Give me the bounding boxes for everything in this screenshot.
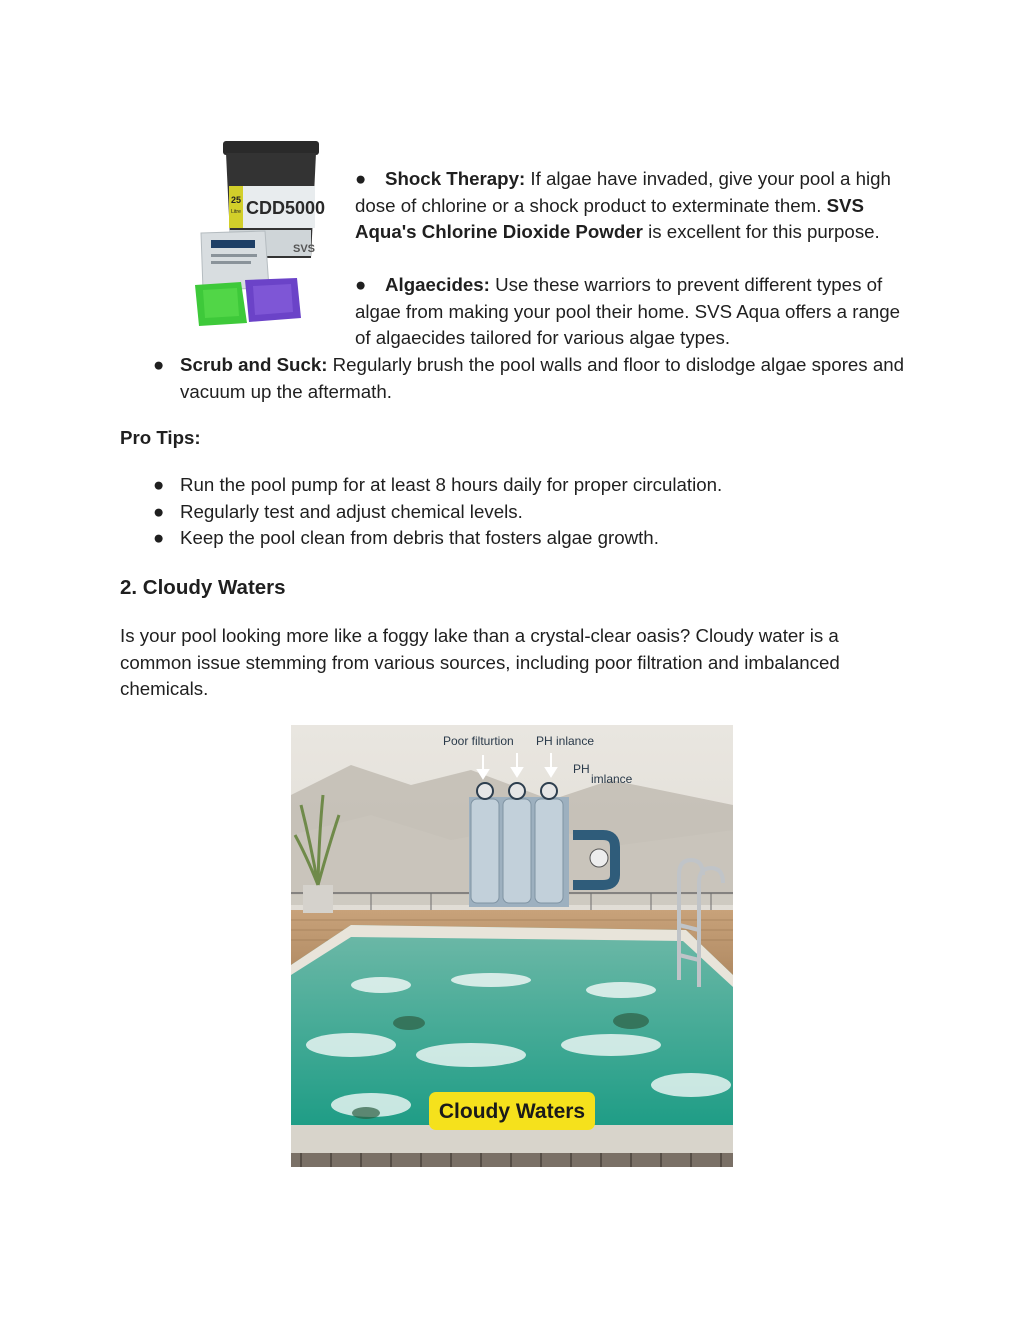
label-ph: PH [573, 762, 590, 776]
shock-therapy-text-end: is excellent for this purpose. [642, 221, 880, 242]
pro-tips-list [120, 472, 920, 552]
list-item [120, 499, 920, 526]
pool-caption: Cloudy Waters [438, 1100, 586, 1123]
bullet-icon: ● [153, 474, 165, 495]
bucket-brand: SVS [293, 243, 316, 255]
list-item [120, 525, 920, 552]
scrub-title: Scrub and Suck: [180, 354, 328, 375]
algaecides-title: Algaecides: [385, 274, 490, 295]
bullet-icon: ● [153, 500, 165, 522]
algaecides-item [355, 272, 905, 352]
product-image [193, 138, 325, 330]
bullet-icon: ● [153, 354, 165, 375]
shock-therapy-text: If algae have invaded, give your pool a high dose of chlorine or a shock product to exterminate them. [355, 168, 891, 216]
scrub-list [120, 352, 910, 405]
section-paragraph: Is your pool looking more like a foggy lake than a crystal-clear oasis? Cloudy water is a common issue stemming from various sources, including poor filtration and imbalanced chemicals. [120, 625, 840, 699]
label-poor-filtration: Poor filturtion [443, 734, 514, 748]
bullet-icon: ● [355, 274, 367, 295]
chlorine-dioxide-product: SVS Aqua's Chlorine Dioxide Powder [355, 194, 864, 242]
bullet-icon: ● [355, 168, 367, 189]
tip-text: Regularly test and adjust chemical levels. [180, 500, 523, 522]
scrub-and-suck-item [120, 352, 910, 405]
bucket-size: 25 [230, 195, 242, 205]
shock-therapy-title: Shock Therapy: [385, 168, 526, 189]
bucket-label: CDD5000 [246, 198, 325, 218]
tip-text: Keep the pool clean from debris that fosters algae growth. [180, 527, 659, 548]
label-ph-inlance: PH inlance [536, 734, 595, 748]
tip-text: Run the pool pump for at least 8 hours daily for proper circulation. [180, 474, 723, 495]
scrub-text: Regularly brush the pool walls and floor to dislodge algae spores and vacuum up the aftermath. [180, 354, 905, 402]
cloudy-pool-image [291, 725, 733, 1167]
bucket-unit: Litre [231, 209, 241, 215]
label-imlance: imlance [591, 772, 633, 786]
pro-tips-title: Pro Tips: [120, 427, 201, 448]
section-heading: 2. Cloudy Waters [120, 576, 286, 599]
bullet-icon: ● [153, 527, 165, 548]
algaecides-text: Use these warriors to prevent different types of algae from making your pool their home. SVS Aqua offers a range of algaecides tailored for various algae types. [355, 274, 901, 348]
list-item [120, 472, 920, 499]
shock-therapy-item [355, 166, 905, 246]
